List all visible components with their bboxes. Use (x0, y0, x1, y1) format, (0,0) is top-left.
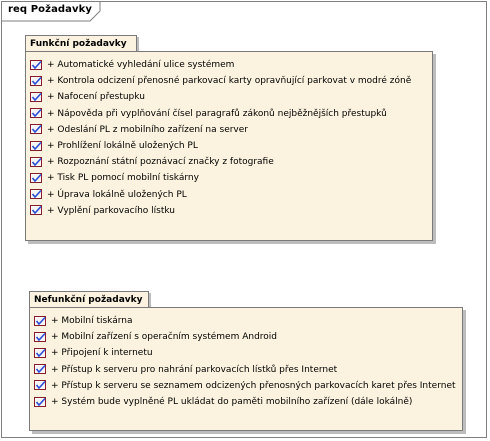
requirement-checkbox-icon (34, 397, 47, 408)
requirement-text: + Systém bude vyplněné PL ukládat do paměti mobilního zařízení (dále lokálně) (51, 397, 413, 408)
package-title: Funkční požadavky (30, 39, 127, 49)
requirement-checkbox-icon (34, 316, 47, 327)
requirement-text: + Rozpoznání státní poznávací značky z fotografie (47, 157, 274, 168)
requirement-checkbox-icon (34, 332, 47, 343)
requirement-text: + Přístup k serveru se seznamem odcizených přenosných parkovacích karet přes Internet (51, 380, 456, 391)
requirement-item[interactable] (34, 313, 462, 329)
requirement-checkbox-icon (30, 76, 43, 87)
requirement-item[interactable] (34, 329, 462, 345)
requirement-text: + Mobilní tiskárna (51, 316, 133, 327)
requirement-item[interactable] (34, 378, 462, 394)
frame-label: req Požadavky (8, 4, 93, 15)
requirement-text: + Vyplění parkovacího lístku (47, 205, 176, 216)
package-tab (25, 35, 137, 52)
requirement-item[interactable] (30, 187, 432, 203)
requirement-checkbox-icon (30, 108, 43, 119)
requirement-checkbox-icon (34, 348, 47, 359)
package-title: Nefunkční požadavky (34, 295, 143, 305)
requirement-checkbox-icon (30, 157, 43, 168)
requirement-item[interactable] (30, 203, 432, 219)
requirement-item[interactable] (30, 57, 432, 73)
requirement-text: + Nápověda při vyplňování čísel paragrafů zákonů nejběžnějších přestupků (47, 108, 387, 119)
requirement-text: + Připojení k internetu (51, 348, 153, 359)
requirement-checkbox-icon (30, 60, 43, 71)
requirement-checkbox-icon (30, 173, 43, 184)
requirement-checkbox-icon (34, 364, 47, 375)
requirement-item[interactable] (30, 138, 432, 154)
requirement-text: + Přístup k serveru pro nahrání parkovacích lístků přes Internet (51, 364, 338, 375)
package-body (29, 307, 463, 431)
requirement-item[interactable] (34, 345, 462, 361)
requirement-checkbox-icon (30, 92, 43, 103)
requirement-text: + Prohlížení lokálně uložených PL (47, 141, 198, 152)
requirement-list (30, 308, 462, 410)
requirement-item[interactable] (30, 106, 432, 122)
requirement-text: + Úprava lokálně uložených PL (47, 189, 187, 200)
package-body (25, 51, 433, 241)
requirement-item[interactable] (30, 170, 432, 186)
requirement-text: + Automatické vyhledání ulice systémem (47, 60, 235, 71)
requirement-item[interactable] (30, 73, 432, 89)
requirement-text: + Tisk PL pomocí mobilní tiskárny (47, 173, 199, 184)
requirement-checkbox-icon (30, 141, 43, 152)
requirement-text: + Nafocení přestupku (47, 92, 145, 103)
requirement-checkbox-icon (30, 189, 43, 200)
requirement-text: + Kontrola odcizení přenosné parkovací karty opravňující parkovat v modré zóně (47, 76, 412, 87)
requirement-item[interactable] (30, 122, 432, 138)
requirement-item[interactable] (34, 362, 462, 378)
requirement-item[interactable] (34, 394, 462, 410)
requirement-item[interactable] (30, 154, 432, 170)
requirement-text: + Odeslání PL z mobilního zařízení na server (47, 124, 248, 135)
requirement-checkbox-icon (34, 380, 47, 391)
requirement-text: + Mobilní zařízení s operačním systémem Android (51, 332, 278, 343)
package-tab (29, 291, 149, 308)
requirement-list (26, 52, 432, 219)
requirement-checkbox-icon (30, 124, 43, 135)
requirement-item[interactable] (30, 89, 432, 105)
requirement-checkbox-icon (30, 205, 43, 216)
